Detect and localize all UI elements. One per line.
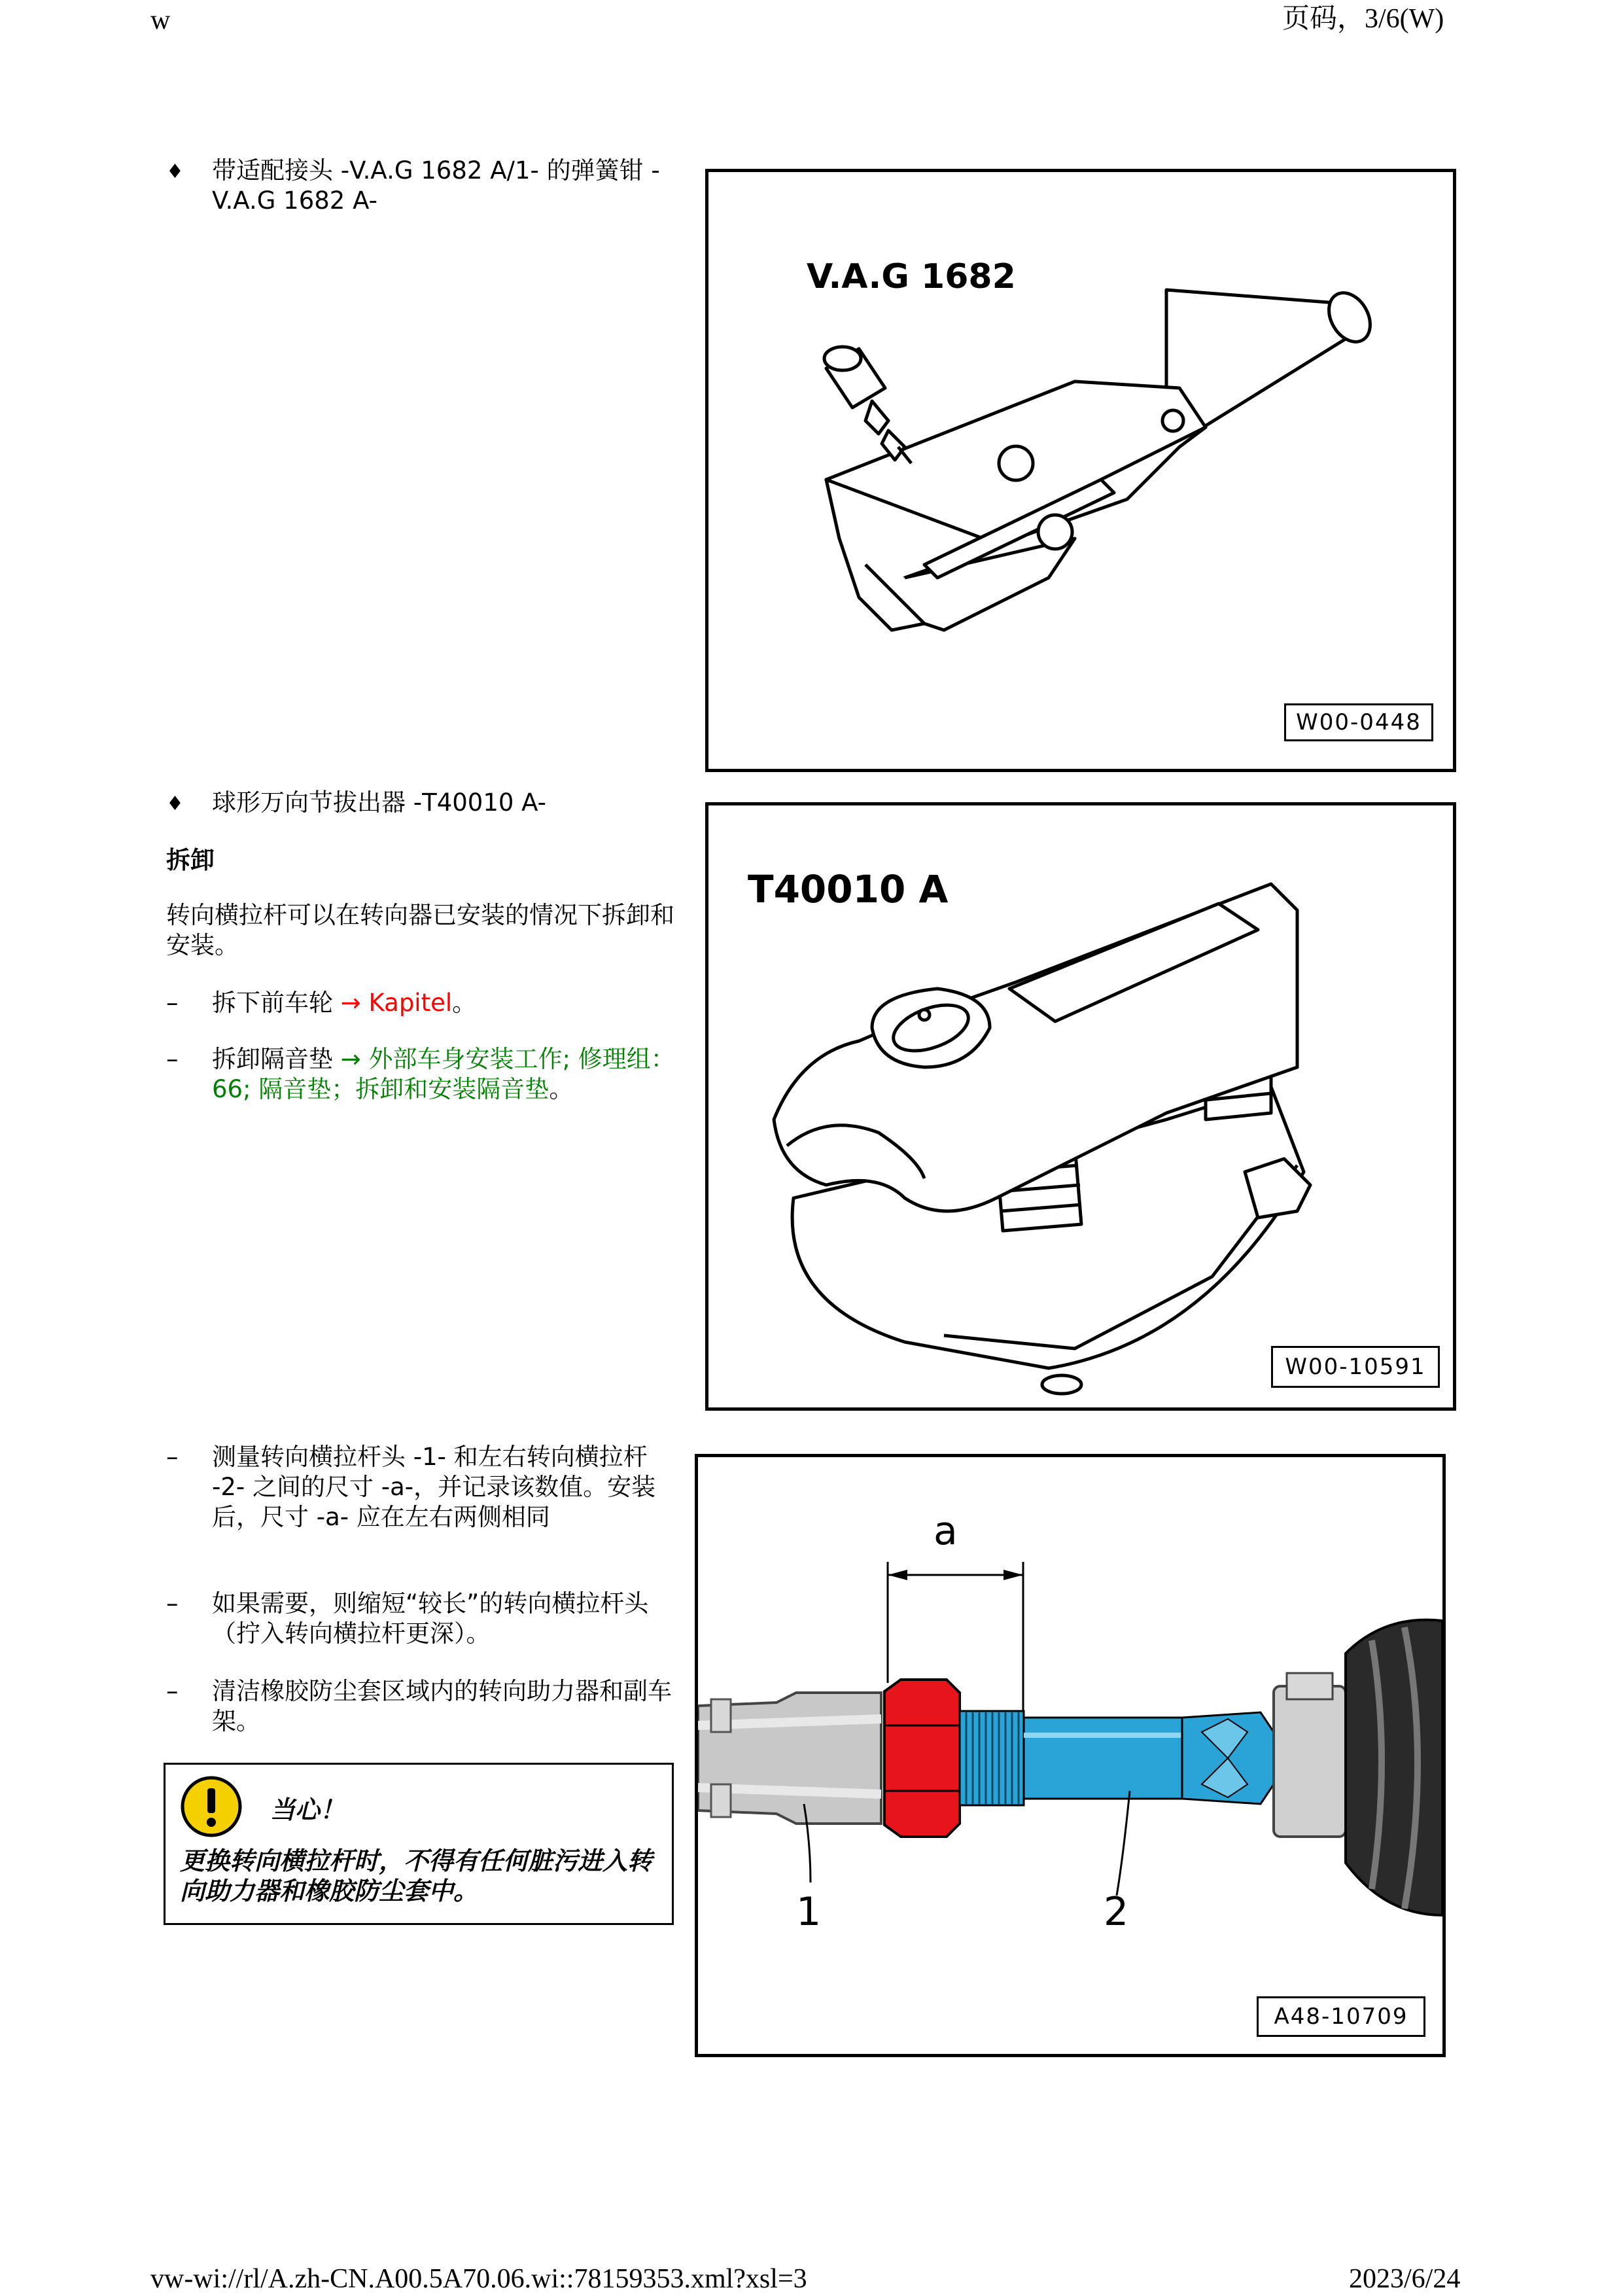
step2-end: 。 xyxy=(549,1075,574,1103)
exclamation-icon xyxy=(179,1774,244,1839)
step2-text: 拆卸隔音垫 xyxy=(212,1045,341,1073)
part-number-2: 2 xyxy=(1104,1889,1129,1935)
figure-label: A48-10709 xyxy=(1257,1996,1425,2037)
figure-spring-pliers xyxy=(705,169,1456,772)
dash-icon: – xyxy=(166,1443,179,1471)
caution-text: 更换转向横拉杆时，不得有任何脏污进入转向助力器和橡胶防尘套中。 xyxy=(180,1846,653,1905)
step4: 如果需要，则缩短“较长”的转向横拉杆头（拧入转向横拉杆更深）。 xyxy=(212,1589,649,1648)
figure-label: W00-0448 xyxy=(1284,703,1433,741)
step2-link[interactable]: → 外部车身安装工作; 修理组：66; 隔音垫；拆卸和安装隔音垫 xyxy=(212,1045,675,1103)
footer-url: vw-wi://rl/A.zh-CN.A00.5A70.06.wi::78159353.xml?xsl=3 xyxy=(150,2264,807,2294)
caution-box xyxy=(164,1763,674,1925)
figure-ball-joint-puller xyxy=(705,802,1456,1411)
figure-title: V.A.G 1682 xyxy=(807,257,1016,296)
tool1-text: 带适配接头 -V.A.G 1682 A/1- 的弹簧钳 -V.A.G 1682 A- xyxy=(212,156,660,215)
spring-pliers-drawing xyxy=(708,172,1453,769)
step1-end: 。 xyxy=(452,989,477,1017)
dash-icon: – xyxy=(166,989,179,1017)
ball-joint-puller-drawing xyxy=(708,805,1453,1407)
step1 xyxy=(212,988,696,1018)
step2 xyxy=(212,1044,696,1104)
dash-icon: – xyxy=(166,1677,179,1705)
figure-label: W00-10591 xyxy=(1271,1346,1440,1388)
bullet-icon: ♦ xyxy=(166,792,184,815)
figure-title: T40010 A xyxy=(748,867,949,911)
caution-title: 当心！ xyxy=(270,1795,345,1824)
dimension-label-a: a xyxy=(934,1508,958,1554)
step3: 测量转向横拉杆头 -1- 和左右转向横拉杆 -2- 之间的尺寸 -a-，并记录该数值。安装后，尺寸 -a- 应在左右两侧相同 xyxy=(212,1443,656,1531)
step1-text: 拆下前车轮 xyxy=(212,989,341,1017)
dash-icon: – xyxy=(166,1045,179,1073)
tie-rod-drawing xyxy=(698,1457,1442,2054)
intro-text: 转向横拉杆可以在转向器已安装的情况下拆卸和安装。 xyxy=(166,901,674,959)
bullet-icon: ♦ xyxy=(166,160,184,183)
step1-link[interactable]: → Kapitel xyxy=(340,989,453,1017)
part-number-1: 1 xyxy=(796,1889,822,1935)
header-page-number: 页码，3/6(W) xyxy=(1282,4,1444,34)
dash-icon: – xyxy=(166,1589,179,1617)
footer-date: 2023/6/24 xyxy=(1349,2264,1461,2294)
step5: 清洁橡胶防尘套区域内的转向助力器和副车架。 xyxy=(212,1677,672,1735)
header-left: w xyxy=(150,5,171,35)
section-title: 拆卸 xyxy=(166,846,215,874)
figure-tie-rod-measurement xyxy=(695,1454,1446,2057)
tool2-text: 球形万向节拔出器 -T40010 A- xyxy=(212,788,547,817)
